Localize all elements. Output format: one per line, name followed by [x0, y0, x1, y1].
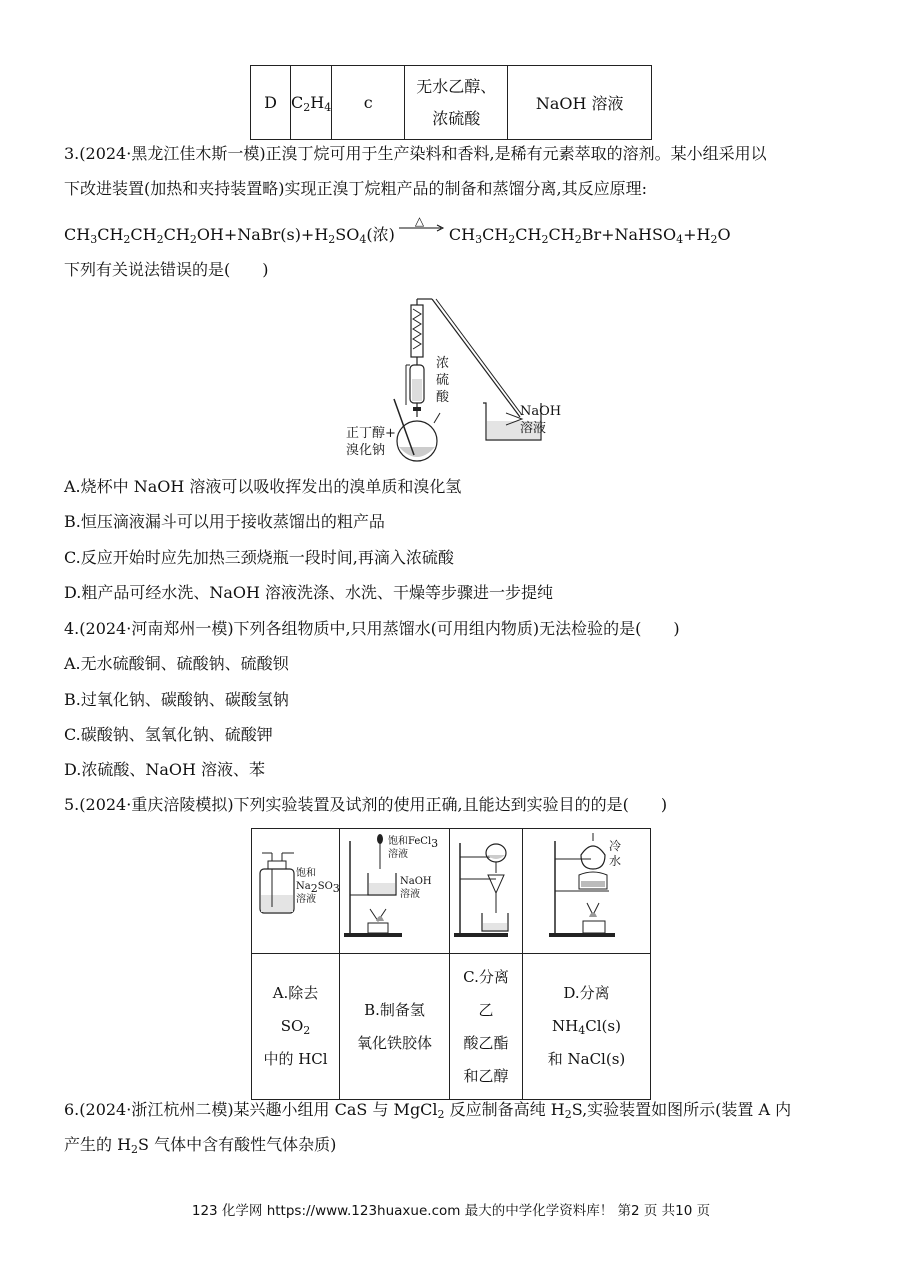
- q3-stem-line2: 下改进装置(加热和夹持装置略)实现正溴丁烷粗产品的制备和蒸馏分离,其反应原理:: [64, 179, 647, 198]
- option-a-cell[interactable]: A.除去 $SO_2$ 中的 HCl: [252, 954, 340, 1100]
- reaction-arrow: [397, 214, 447, 240]
- option-cell: D: [251, 66, 291, 140]
- separatory-funnel-icon: [450, 829, 522, 949]
- q4-option-b[interactable]: B.过氧化钠、碳酸钠、碳酸氢钠: [64, 690, 289, 709]
- fig-d-cell: [523, 829, 651, 954]
- fig-a-label: 饱和 $Na_2SO_3$ 溶液: [296, 868, 340, 905]
- q5-apparatus-table: [251, 828, 651, 1100]
- q6-stem-line2: 产生的 $H_2S$ 气体中含有酸性气体杂质): [64, 1135, 337, 1156]
- fig-a-cell: [252, 829, 340, 954]
- option-b-cell[interactable]: B.制备氢 氧化铁胶体: [340, 954, 450, 1100]
- arrow-icon: [397, 222, 447, 234]
- option-c-cell[interactable]: C.分离 乙 酸乙酯 和乙醇: [450, 954, 523, 1100]
- q5-stem: 5.(2024·重庆涪陵模拟)下列实验装置及试剂的使用正确,且能达到实验目的的是( ): [64, 795, 668, 814]
- top-answer-table: [250, 65, 652, 140]
- flask-label: 正丁醇+ 溴化钠: [346, 426, 396, 458]
- q3-equation: $CH_3CH_2CH_2CH_2OH+NaBr(s)+H_2SO_4$(浓) △ $CH_3CH_2CH_2CH_2Br+NaHSO_4+H_2O$: [64, 224, 731, 246]
- fig-b-label-naoh: NaOH 溶液: [400, 876, 432, 900]
- table-row: [251, 66, 652, 140]
- fig-c-cell: [450, 829, 523, 954]
- q4-option-d[interactable]: D.浓硫酸、NaOH 溶液、苯: [64, 760, 266, 779]
- q3-option-d[interactable]: D.粗产品可经水洗、NaOH 溶液洗涤、水洗、干燥等步骤进一步提纯: [64, 583, 554, 602]
- q3-apparatus-figure: [336, 295, 576, 463]
- fig-b-cell: [340, 829, 450, 954]
- naoh-label: NaOH 溶液: [520, 404, 562, 436]
- acid-label: 浓 硫 酸: [436, 356, 450, 405]
- option-d-cell[interactable]: D.分离 $NH_4Cl(s)$ 和 NaCl(s): [523, 954, 651, 1100]
- q3-option-a[interactable]: A.烧杯中 NaOH 溶液可以吸收挥发出的溴单质和溴化氢: [64, 477, 462, 496]
- table-row: [252, 829, 651, 954]
- q3-ask: 下列有关说法错误的是( ): [64, 260, 269, 279]
- reagent-cell: 无水乙醇、 浓硫酸: [405, 66, 508, 140]
- gas-cell: $C_2H_4$: [291, 66, 332, 140]
- sublimation-setup-icon: [523, 829, 650, 949]
- fig-b-label-fecl3: 饱和FeCl$_3$ 溶液: [388, 836, 439, 860]
- q4-option-a[interactable]: A.无水硫酸铜、硫酸钠、硫酸钡: [64, 654, 289, 673]
- heat-symbol: △: [414, 214, 425, 228]
- page-footer: 123 化学网 https://www.123huaxue.com 最大的中学化学资料库！ 第2 页 共10 页: [191, 1203, 711, 1219]
- table-row: [252, 954, 651, 1100]
- absorber-cell: NaOH 溶液: [508, 66, 652, 140]
- q6-stem-line1: 6.(2024·浙江杭州二模)某兴趣小组用 CaS 与 MgCl$_2$ 反应制备高纯 $H_2S$,实验装置如图所示(装置 A 内: [64, 1100, 792, 1121]
- q3-option-c[interactable]: C.反应开始时应先加热三颈烧瓶一段时间,再滴入浓硫酸: [64, 548, 454, 567]
- q4-stem: 4.(2024·河南郑州一模)下列各组物质中,只用蒸馏水(可用组内物质)无法检验的是( ): [64, 619, 680, 638]
- q3-stem-line1: 3.(2024·黑龙江佳木斯一模)正溴丁烷可用于生产染料和香料,是稀有元素萃取的溶剂。某小组采用以: [64, 144, 767, 163]
- q3-option-b[interactable]: B.恒压滴液漏斗可以用于接收蒸馏出的粗产品: [64, 512, 385, 531]
- device-cell: c: [332, 66, 405, 140]
- q4-option-c[interactable]: C.碳酸钠、氢氧化钠、硫酸钾: [64, 725, 273, 744]
- fig-d-label: 冷 水: [609, 839, 622, 868]
